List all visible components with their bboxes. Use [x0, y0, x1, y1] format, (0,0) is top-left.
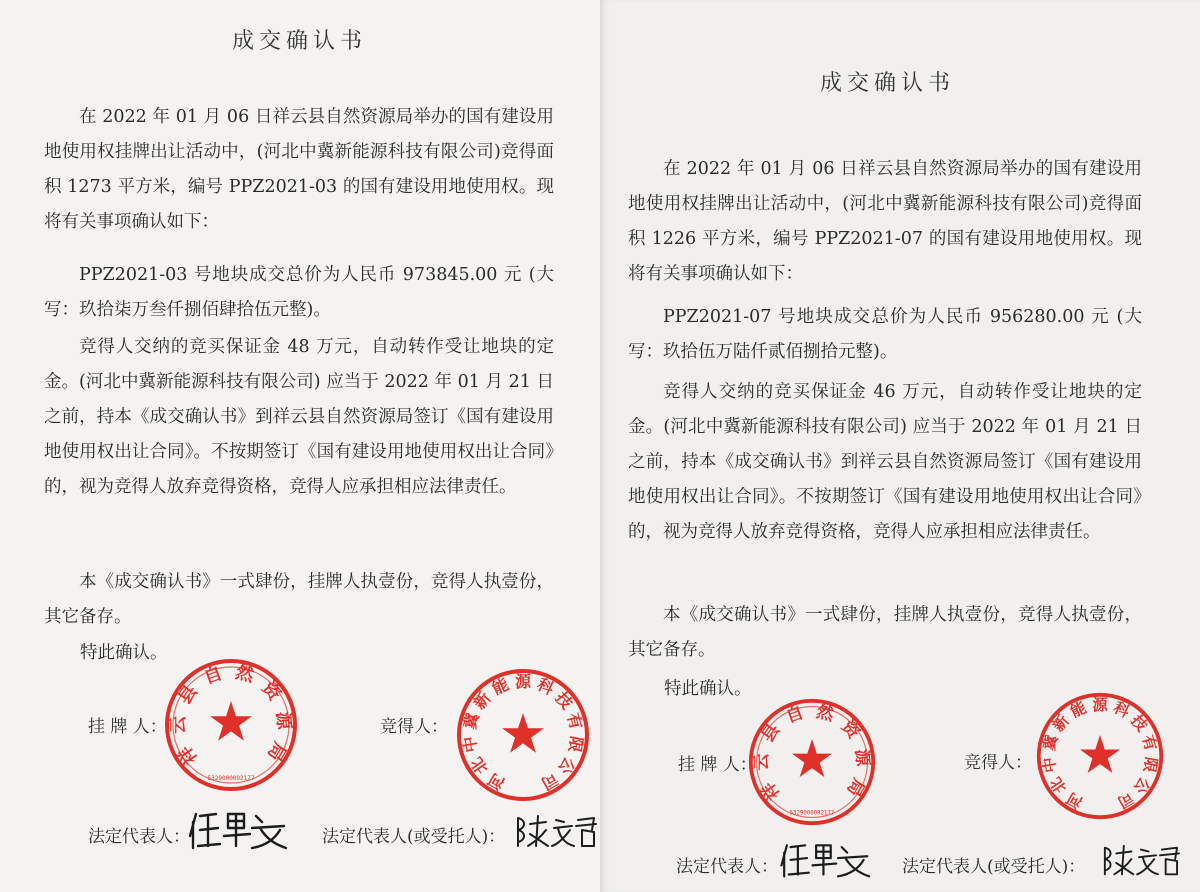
svg-text:北: 北 — [1046, 773, 1071, 797]
svg-text:河: 河 — [484, 769, 508, 794]
svg-text:中: 中 — [459, 734, 482, 754]
svg-text:限: 限 — [564, 734, 587, 754]
company-seal — [1034, 690, 1166, 822]
paragraph-copies: 本《成交确认书》一式肆份，挂牌人执壹份，竞得人执壹份，其它备存。 — [628, 605, 1142, 660]
bidder-label: 竞得人： — [380, 717, 448, 737]
page-title: 成交确认书 — [232, 29, 368, 54]
paragraph-intro: 在 2022 年 01 月 06 日祥云县自然资源局举办的国有建设用地使用权挂牌出让活动中，(河北中冀新能源科技有限公司)竞得面积 1273 平方米，编号 PPZ2021-03 的国有建设用地使用权。现将有关事项确认如下： — [44, 107, 554, 232]
svg-text:局: 局 — [262, 738, 291, 765]
svg-text:云: 云 — [168, 716, 189, 734]
svg-text:资: 资 — [837, 716, 864, 743]
paragraph-copies: 本《成交确认书》一式肆份，挂牌人执壹份，竞得人执壹份，其它备存。 — [44, 572, 554, 627]
svg-text:能: 能 — [1067, 698, 1090, 722]
bureau-seal — [746, 696, 878, 828]
svg-text:北: 北 — [466, 753, 492, 778]
svg-text:限: 限 — [1139, 755, 1161, 774]
seal-star-icon — [502, 713, 544, 753]
bidder-rep-signature — [512, 812, 598, 852]
svg-text:能: 能 — [489, 674, 512, 699]
svg-text:祥: 祥 — [757, 777, 785, 804]
svg-text:科: 科 — [534, 674, 557, 699]
svg-text:技: 技 — [1127, 711, 1151, 735]
svg-text:冀: 冀 — [460, 710, 483, 732]
paragraph-price: PPZ2021-03 号地块成交总价为人民币 973845.00 元 (大写：玖拾柒万叁仟捌佰肆拾伍元整)。 — [44, 265, 554, 320]
paragraph-deposit: 竞得人交纳的竞买保证金 46 万元，自动转作受让地块的定金。(河北中冀新能源科技有限公司) 应当于 2022 年 01 月 21 日之前，持本《成交确认书》到祥云县自然资源局签订《国有建设用地使用权出让合同》。不按期签订《国有建设用地使用权出让合同》的，视为竞得人放弃竞得资格，竞得人应承担相应法律责任。 — [628, 382, 1142, 542]
listing-rep-signature — [186, 806, 296, 852]
svg-text:中: 中 — [1039, 755, 1061, 774]
svg-text:冀: 冀 — [1040, 733, 1062, 753]
svg-text:然: 然 — [814, 701, 836, 726]
svg-text:科: 科 — [1110, 698, 1133, 722]
bidder-label: 竞得人： — [964, 753, 1032, 773]
svg-text:县: 县 — [757, 720, 785, 747]
svg-text:源: 源 — [272, 710, 295, 731]
bidder-rep-signature — [1098, 842, 1182, 880]
company-seal — [454, 666, 592, 804]
closing-text: 特此确认。 — [664, 679, 752, 699]
seal-star-icon — [792, 739, 832, 777]
legal-rep-proxy-label: 法定代表人(或受托人)： — [902, 857, 1086, 877]
svg-text:县: 县 — [174, 681, 202, 709]
legal-rep-proxy-label: 法定代表人(或受托人)： — [322, 827, 506, 847]
svg-text:资: 资 — [257, 677, 286, 705]
svg-text:自: 自 — [200, 662, 226, 689]
svg-text:司: 司 — [1114, 788, 1137, 812]
svg-text:源: 源 — [851, 748, 873, 768]
listing-rep-signature — [776, 838, 880, 880]
svg-text:有: 有 — [563, 710, 586, 732]
closing-text: 特此确认。 — [80, 643, 168, 663]
svg-text:5329000092177: 5329000092177 — [207, 775, 255, 782]
paragraph-deposit: 竞得人交纳的竞买保证金 48 万元，自动转作受让地块的定金。(河北中冀新能源科技有限公司) 应当于 2022 年 01 月 21 日之前，持本《成交确认书》到祥云县自然资源局签订《国有建设用地使用权出让合同》。不按期签订《国有建设用地使用权出让合同》的，视为竞得人放弃竞得资格，竞得人应承担相应法律责任。 — [44, 337, 554, 497]
svg-text:5329000092177: 5329000092177 — [789, 810, 835, 817]
svg-text:源: 源 — [1092, 696, 1108, 715]
seal-star-icon — [210, 701, 252, 741]
legal-rep-label: 法定代表人： — [88, 827, 190, 847]
svg-text:局: 局 — [842, 774, 869, 800]
right-document-page — [600, 0, 1200, 892]
svg-text:有: 有 — [1138, 733, 1160, 753]
legal-rep-label: 法定代表人： — [676, 857, 778, 877]
svg-text:然: 然 — [233, 661, 256, 687]
svg-text:自: 自 — [783, 702, 807, 728]
listing-party-label: 挂 牌 人： — [678, 755, 757, 775]
svg-text:技: 技 — [551, 688, 577, 713]
seal-star-icon — [1080, 735, 1120, 773]
svg-text:河: 河 — [1063, 788, 1086, 812]
svg-text:新: 新 — [469, 688, 495, 713]
paragraph-intro: 在 2022 年 01 月 06 日祥云县自然资源局举办的国有建设用地使用权挂牌出让活动中，(河北中冀新能源科技有限公司)竞得面积 1226 平方米，编号 PPZ2021-07 的国有建设用地使用权。现将有关事项确认如下： — [628, 159, 1142, 284]
svg-text:源: 源 — [514, 672, 532, 691]
svg-text:公: 公 — [1129, 773, 1154, 797]
page-title: 成交确认书 — [820, 71, 956, 96]
listing-party-label: 挂 牌 人： — [88, 717, 167, 737]
svg-text:云: 云 — [752, 753, 773, 771]
svg-text:司: 司 — [538, 769, 562, 794]
bureau-seal — [162, 656, 300, 794]
svg-text:新: 新 — [1049, 711, 1073, 735]
svg-text:公: 公 — [554, 753, 580, 778]
paragraph-price: PPZ2021-07 号地块成交总价为人民币 956280.00 元 (大写：玖拾伍万陆仟贰佰捌拾元整)。 — [628, 307, 1142, 362]
svg-text:祥: 祥 — [174, 741, 202, 769]
